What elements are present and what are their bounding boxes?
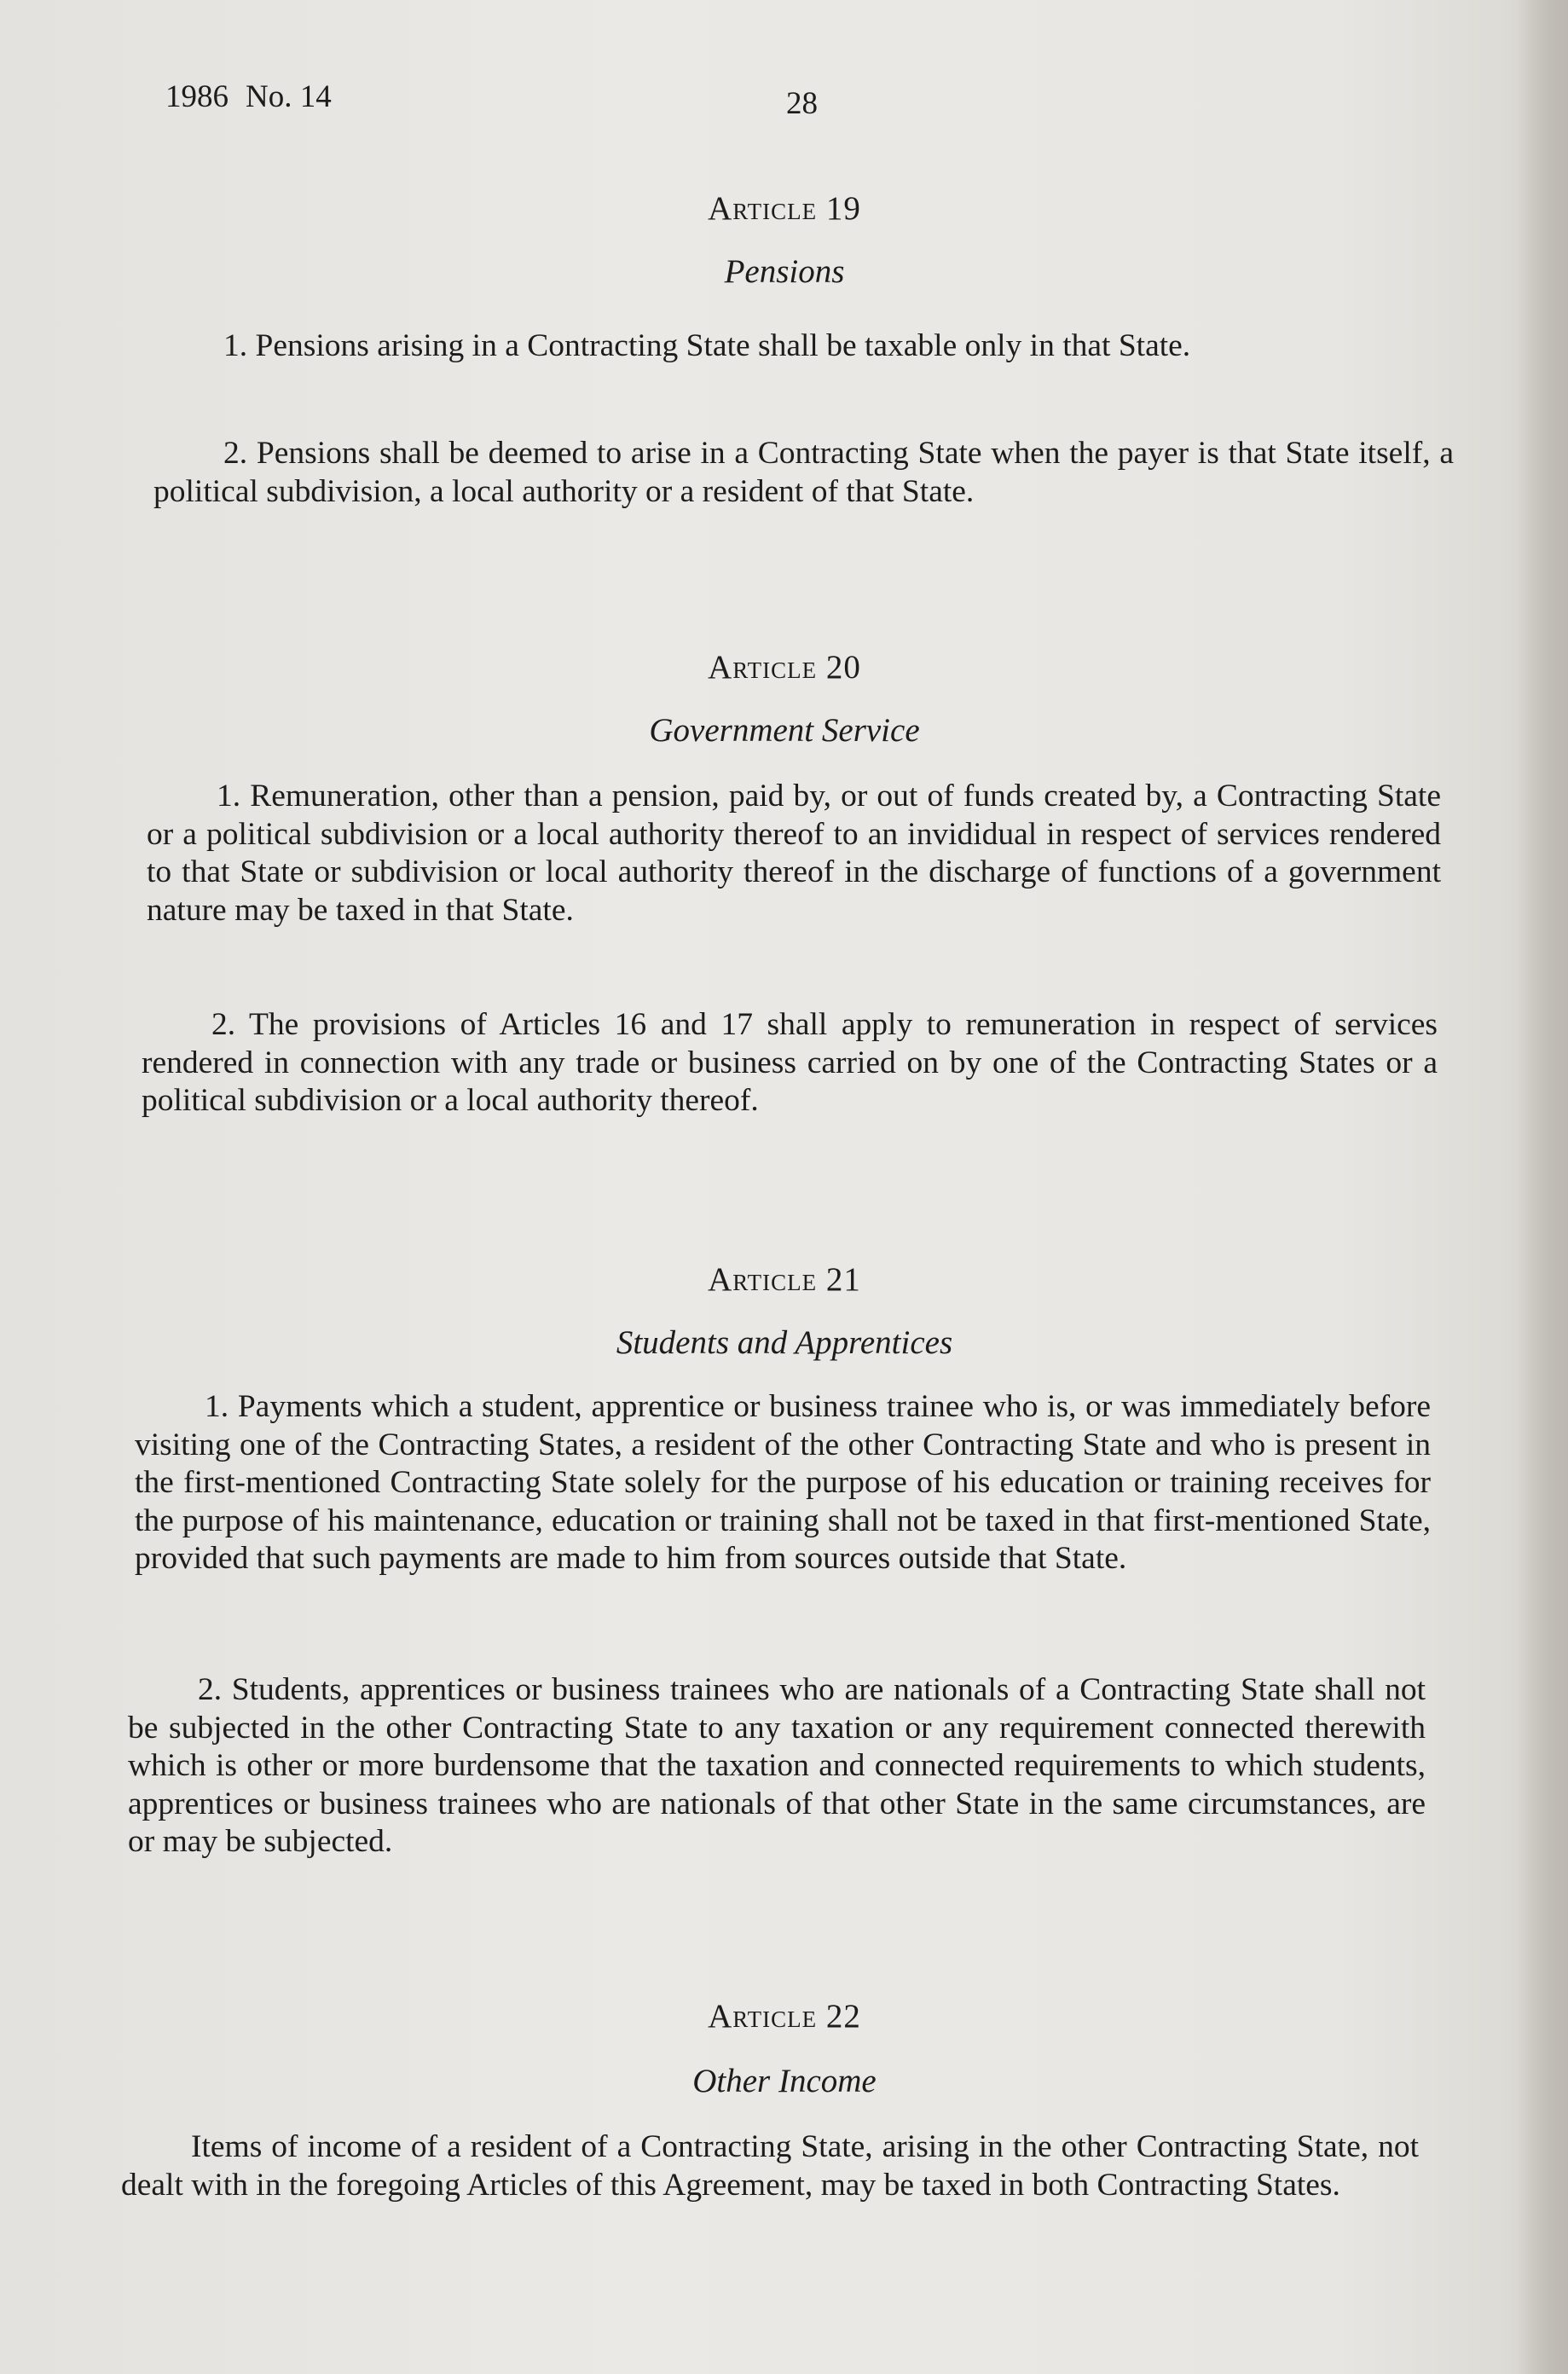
article-21-paragraph-1: 1. Payments which a student, apprentice or business trainee who is, or was immediately before visiting one of the Contracting States, a resident of the other Contracting State and who is present in the first-mentioned Contracting State solely for the purpose of his education or training receives for the purpose of his maintenance, education or training shall not be taxed in that first-mentioned State, provided that such payments are made to him from sources outside that State. — [135, 1389, 1431, 1576]
article-20-paragraph-2: 2. The provisions of Articles 16 and 17 shall apply to remuneration in respect of services rendered in connection with any trade or business carried on by one of the Contracting States or a political subdivision or a local authority thereof. — [142, 1007, 1438, 1118]
article-22-heading: Article 22 — [708, 1998, 861, 2035]
show-through-texture — [145, 171, 1475, 611]
running-header — [165, 78, 332, 115]
article-19-paragraph-2: 2. Pensions shall be deemed to arise in a Contracting State when the payer is that State itself, a political subdivision, a local authority or a resident of that State. — [153, 436, 1454, 509]
article-20-paragraph-1: 1. Remuneration, other than a pension, paid by, or out of funds created by, a Contracting State or a political subdivision or a local authority thereof to an invididual in respect of services rendered to that State or subdivision or local authority thereof in the discharge of functions of a government nature may be taxed in that State. — [147, 779, 1441, 928]
header-year: 1986 — [165, 79, 229, 114]
article-22-paragraph-1: Items of income of a resident of a Contracting State, arising in the other Contracting State, not dealt with in the foregoing Articles of this Agreement, may be taxed in both Contracting States. — [121, 2129, 1419, 2203]
article-19-paragraph-1: 1. Pensions arising in a Contracting State shall be taxable only in that State. — [223, 328, 1191, 363]
article-20-heading: Article 20 — [708, 649, 861, 686]
article-19-title: Pensions — [724, 253, 845, 290]
page-number: 28 — [786, 86, 818, 121]
header-number: No. 14 — [246, 79, 332, 114]
article-20-title: Government Service — [649, 712, 920, 749]
article-19-heading: Article 19 — [708, 190, 861, 227]
article-21-heading: Article 21 — [708, 1261, 861, 1298]
article-22-title: Other Income — [692, 2063, 877, 2099]
article-21-paragraph-2: 2. Students, apprentices or business trainees who are nationals of a Contracting State shall not be subjected in the other Contracting State to any taxation or any requirement connected therewith which is other or more burdensome that the taxation and connected requirements to which students, apprentices or business trainees who are nationals of that other State in the same circumstances, are or may be subjected. — [128, 1672, 1426, 1859]
article-21-title: Students and Apprentices — [616, 1324, 953, 1361]
